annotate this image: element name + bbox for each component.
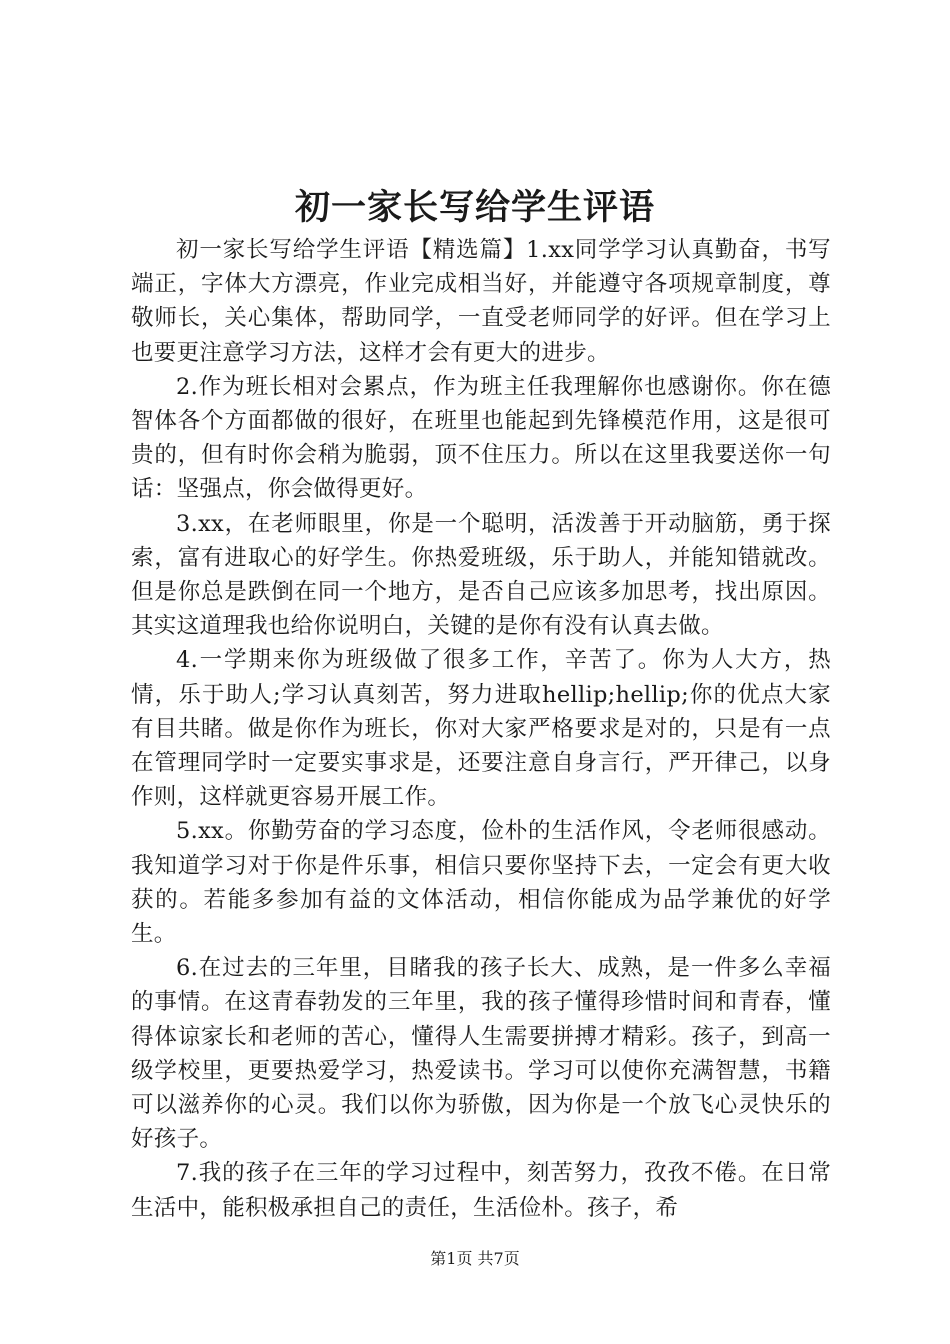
paragraph: 3.xx，在老师眼里，你是一个聪明，活泼善于开动脑筋，勇于探索，富有进取心的好学生。你热爱班级，乐于助人，并能知错就改。但是你总是跌倒在同一个地方，是否自己应该多加思考，找出原因。其实这道理我也给你说明白，关键的是你有没有认真去做。 — [131, 510, 831, 640]
page-footer: 第1页 共7页 — [430, 1249, 520, 1268]
paragraph: 6.在过去的三年里，目睹我的孩子长大、成熟，是一件多么幸福的事情。在这青春勃发的三年里，我的孩子懂得珍惜时间和青春，懂得体谅家长和老师的苦心，懂得人生需要拼搏才精彩。孩子，到高一级学校里，更要热爱学习，热爱读书。学习可以使你充满智慧，书籍可以滋养你的心灵。我们以你为骄傲，因为你是一个放飞心灵快乐的好孩子。 — [131, 955, 831, 1153]
document-title: 初一家长写给学生评语 — [294, 187, 655, 228]
paragraph: 4.一学期来你为班级做了很多工作，辛苦了。你为人大方，热情，乐于助人;学习认真刻苦，努力进取hellip;hellip;你的优点大家有目共睹。做是你作为班长，你对大家严格要求是对的，只是有一点在管理同学时一定要实事求是，还要注意自身言行，严开律己，以身作则，这样就更容易开展工作。 — [131, 647, 831, 811]
paragraph: 2.作为班长相对会累点，作为班主任我理解你也感谢你。你在德智体各个方面都做的很好，在班里也能起到先锋模范作用，这是很可贵的，但有时你会稍为脆弱，顶不住压力。所以在这里我要送你一句话：坚强点，你会做得更好。 — [131, 373, 831, 503]
paragraph: 7.我的孩子在三年的学习过程中，刻苦努力，孜孜不倦。在日常生活中，能积极承担自己的责任，生活俭朴。孩子，希 — [131, 1160, 831, 1221]
document-body — [131, 233, 831, 1225]
paragraph: 初一家长写给学生评语【精选篇】1.xx同学学习认真勤奋，书写端正，字体大方漂亮，作业完成相当好，并能遵守各项规章制度，尊敬师长，关心集体，帮助同学，一直受老师同学的好评。但在学习上也要更注意学习方法，这样才会有更大的进步。 — [131, 237, 831, 366]
paragraph: 5.xx。你勤劳奋的学习态度，俭朴的生活作风，令老师很感动。我知道学习对于你是件乐事，相信只要你坚持下去，一定会有更大收获的。若能多参加有益的文体活动，相信你能成为品学兼优的好学生。 — [131, 818, 831, 948]
